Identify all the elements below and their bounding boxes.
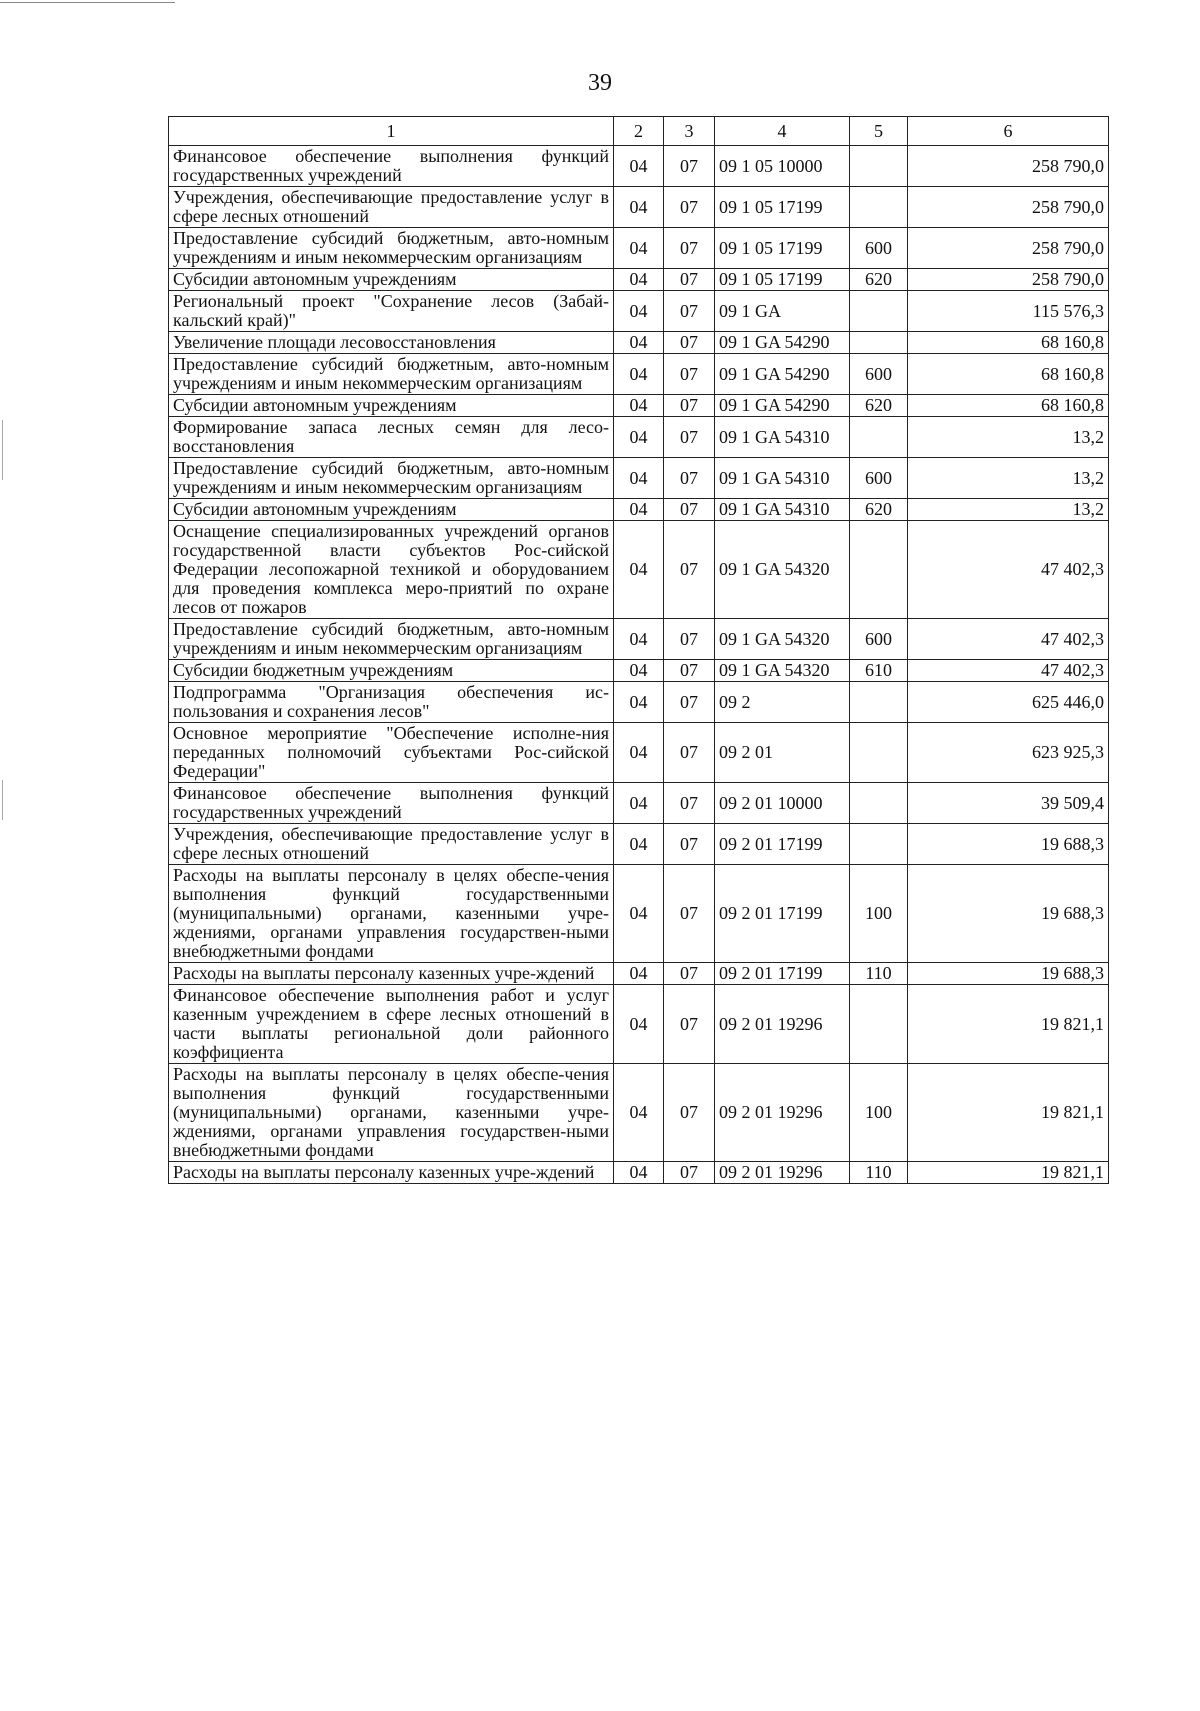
row-subsection: 07 [664,269,715,291]
row-section: 04 [614,395,664,417]
row-subsection: 07 [664,660,715,682]
table-row [169,395,1109,417]
table-row [169,228,1109,269]
row-target-code: 09 1 GA [715,291,850,332]
row-subsection: 07 [664,1162,715,1184]
row-name: Учреждения, обеспечивающие предоставление услуг в сфере лесных отношений [169,187,614,228]
table-header [169,117,1109,146]
row-target-code: 09 2 01 19296 [715,985,850,1064]
row-expense-type: 600 [850,354,908,395]
row-subsection: 07 [664,228,715,269]
table-row [169,723,1109,783]
row-expense-type [850,417,908,458]
row-section: 04 [614,521,664,619]
table-row [169,146,1109,187]
row-target-code: 09 2 01 17199 [715,963,850,985]
table-row [169,619,1109,660]
table-row [169,660,1109,682]
row-target-code: 09 2 01 19296 [715,1162,850,1184]
row-name: Предоставление субсидий бюджетным, авто-номным учреждениям и иным некоммерческим организациям [169,458,614,499]
row-subsection: 07 [664,499,715,521]
header-col-5: 5 [850,117,908,146]
table-row [169,783,1109,824]
row-expense-type [850,682,908,723]
header-col-4: 4 [715,117,850,146]
row-amount: 39 509,4 [908,783,1109,824]
row-subsection: 07 [664,682,715,723]
row-amount: 19 821,1 [908,985,1109,1064]
table-row [169,824,1109,865]
row-subsection: 07 [664,1064,715,1162]
row-name: Региональный проект "Сохранение лесов (Забай-кальский край)" [169,291,614,332]
row-section: 04 [614,865,664,963]
row-expense-type: 600 [850,228,908,269]
table-row [169,1064,1109,1162]
row-name: Расходы на выплаты персоналу в целях обеспе-чения выполнения функций государственными (муниципальными) органами, казенными учре-ждениями, органами управления государствен-ными внебюджетными фондами [169,1064,614,1162]
page-number: 39 [588,70,612,96]
row-subsection: 07 [664,723,715,783]
scan-artifact-top-line [0,2,175,3]
table-body [169,146,1109,1184]
row-expense-type: 100 [850,1064,908,1162]
row-target-code: 09 2 01 [715,723,850,783]
row-amount: 19 688,3 [908,865,1109,963]
row-subsection: 07 [664,332,715,354]
row-name: Финансовое обеспечение выполнения работ и услуг казенным учреждением в сфере лесных отношений в части выплаты региональной доли районного коэффициента [169,985,614,1064]
row-expense-type: 110 [850,963,908,985]
row-section: 04 [614,499,664,521]
row-section: 04 [614,146,664,187]
row-section: 04 [614,660,664,682]
row-name: Основное мероприятие "Обеспечение исполне-ния переданных полномочий субъектами Рос-сийской Федерации" [169,723,614,783]
scan-artifact-left-dashes [2,420,3,480]
row-amount: 625 446,0 [908,682,1109,723]
row-section: 04 [614,985,664,1064]
table-row [169,1162,1109,1184]
row-expense-type [850,187,908,228]
row-target-code: 09 1 GA 54310 [715,458,850,499]
row-section: 04 [614,1064,664,1162]
scan-artifact-left-dashes-2 [2,780,3,820]
row-expense-type: 600 [850,619,908,660]
table-row [169,332,1109,354]
row-expense-type [850,291,908,332]
row-section: 04 [614,269,664,291]
row-target-code: 09 2 01 17199 [715,865,850,963]
row-amount: 47 402,3 [908,619,1109,660]
row-amount: 47 402,3 [908,660,1109,682]
row-subsection: 07 [664,619,715,660]
row-section: 04 [614,228,664,269]
row-subsection: 07 [664,146,715,187]
row-target-code: 09 2 01 19296 [715,1064,850,1162]
row-section: 04 [614,291,664,332]
table-row [169,963,1109,985]
row-target-code: 09 1 GA 54320 [715,521,850,619]
table-row [169,521,1109,619]
row-target-code: 09 1 GA 54290 [715,354,850,395]
row-section: 04 [614,354,664,395]
row-target-code: 09 1 GA 54310 [715,417,850,458]
row-section: 04 [614,417,664,458]
row-name: Субсидии автономным учреждениям [169,499,614,521]
budget-table [168,116,1109,1184]
row-section: 04 [614,619,664,660]
row-amount: 623 925,3 [908,723,1109,783]
row-name: Предоставление субсидий бюджетным, авто-номным учреждениям и иным некоммерческим организациям [169,619,614,660]
row-amount: 68 160,8 [908,332,1109,354]
row-section: 04 [614,1162,664,1184]
row-name: Расходы на выплаты персоналу казенных учре-ждений [169,1162,614,1184]
row-amount: 13,2 [908,458,1109,499]
row-expense-type [850,146,908,187]
row-subsection: 07 [664,458,715,499]
row-name: Оснащение специализированных учреждений органов государственной власти субъектов Рос-сийской Федерации лесопожарной техникой и оборудованием для проведения комплекса меро-приятий по охране лесов от пожаров [169,521,614,619]
row-subsection: 07 [664,291,715,332]
row-name: Финансовое обеспечение выполнения функций государственных учреждений [169,783,614,824]
table-row [169,187,1109,228]
row-subsection: 07 [664,354,715,395]
row-amount: 258 790,0 [908,228,1109,269]
row-target-code: 09 1 GA 54290 [715,332,850,354]
row-amount: 19 688,3 [908,824,1109,865]
table-row [169,458,1109,499]
row-target-code: 09 1 GA 54320 [715,619,850,660]
row-section: 04 [614,458,664,499]
row-section: 04 [614,332,664,354]
row-expense-type [850,783,908,824]
row-target-code: 09 1 05 17199 [715,269,850,291]
row-name: Предоставление субсидий бюджетным, авто-номным учреждениям и иным некоммерческим организациям [169,228,614,269]
row-target-code: 09 2 01 10000 [715,783,850,824]
row-section: 04 [614,783,664,824]
row-expense-type [850,985,908,1064]
table-row [169,682,1109,723]
row-name: Субсидии автономным учреждениям [169,269,614,291]
table-row [169,291,1109,332]
row-target-code: 09 1 GA 54290 [715,395,850,417]
table-row [169,417,1109,458]
row-amount: 258 790,0 [908,146,1109,187]
row-amount: 258 790,0 [908,187,1109,228]
row-section: 04 [614,824,664,865]
header-col-2: 2 [614,117,664,146]
row-amount: 13,2 [908,499,1109,521]
row-expense-type [850,824,908,865]
row-name: Формирование запаса лесных семян для лесо-восстановления [169,417,614,458]
row-amount: 19 688,3 [908,963,1109,985]
table-row [169,499,1109,521]
row-amount: 68 160,8 [908,395,1109,417]
row-target-code: 09 2 [715,682,850,723]
row-section: 04 [614,187,664,228]
header-col-6: 6 [908,117,1109,146]
row-target-code: 09 2 01 17199 [715,824,850,865]
row-name: Финансовое обеспечение выполнения функций государственных учреждений [169,146,614,187]
header-col-3: 3 [664,117,715,146]
row-name: Субсидии бюджетным учреждениям [169,660,614,682]
row-amount: 115 576,3 [908,291,1109,332]
row-amount: 19 821,1 [908,1162,1109,1184]
row-subsection: 07 [664,521,715,619]
row-expense-type: 610 [850,660,908,682]
row-subsection: 07 [664,395,715,417]
row-target-code: 09 1 GA 54310 [715,499,850,521]
table-row [169,985,1109,1064]
row-expense-type: 100 [850,865,908,963]
row-name: Увеличение площади лесовосстановления [169,332,614,354]
row-expense-type [850,521,908,619]
row-name: Субсидии автономным учреждениям [169,395,614,417]
row-section: 04 [614,723,664,783]
row-expense-type: 600 [850,458,908,499]
row-subsection: 07 [664,865,715,963]
row-name: Подпрограмма "Организация обеспечения ис-пользования и сохранения лесов" [169,682,614,723]
header-col-1: 1 [169,117,614,146]
row-subsection: 07 [664,417,715,458]
row-subsection: 07 [664,824,715,865]
row-expense-type [850,723,908,783]
row-expense-type: 620 [850,395,908,417]
row-amount: 68 160,8 [908,354,1109,395]
row-expense-type [850,332,908,354]
row-subsection: 07 [664,187,715,228]
table-row [169,865,1109,963]
row-target-code: 09 1 05 17199 [715,187,850,228]
row-name: Расходы на выплаты персоналу казенных учре-ждений [169,963,614,985]
row-section: 04 [614,963,664,985]
row-subsection: 07 [664,985,715,1064]
row-target-code: 09 1 05 17199 [715,228,850,269]
row-name: Расходы на выплаты персоналу в целях обеспе-чения выполнения функций государственными (муниципальными) органами, казенными учре-ждениями, органами управления государствен-ными внебюджетными фондами [169,865,614,963]
row-expense-type: 110 [850,1162,908,1184]
row-amount: 258 790,0 [908,269,1109,291]
row-amount: 19 821,1 [908,1064,1109,1162]
row-expense-type: 620 [850,269,908,291]
row-name: Предоставление субсидий бюджетным, авто-номным учреждениям и иным некоммерческим организациям [169,354,614,395]
table-row [169,354,1109,395]
row-subsection: 07 [664,783,715,824]
row-subsection: 07 [664,963,715,985]
row-target-code: 09 1 GA 54320 [715,660,850,682]
row-target-code: 09 1 05 10000 [715,146,850,187]
row-section: 04 [614,682,664,723]
row-amount: 13,2 [908,417,1109,458]
row-amount: 47 402,3 [908,521,1109,619]
row-name: Учреждения, обеспечивающие предоставление услуг в сфере лесных отношений [169,824,614,865]
table-row [169,269,1109,291]
header-row [169,117,1109,146]
row-expense-type: 620 [850,499,908,521]
